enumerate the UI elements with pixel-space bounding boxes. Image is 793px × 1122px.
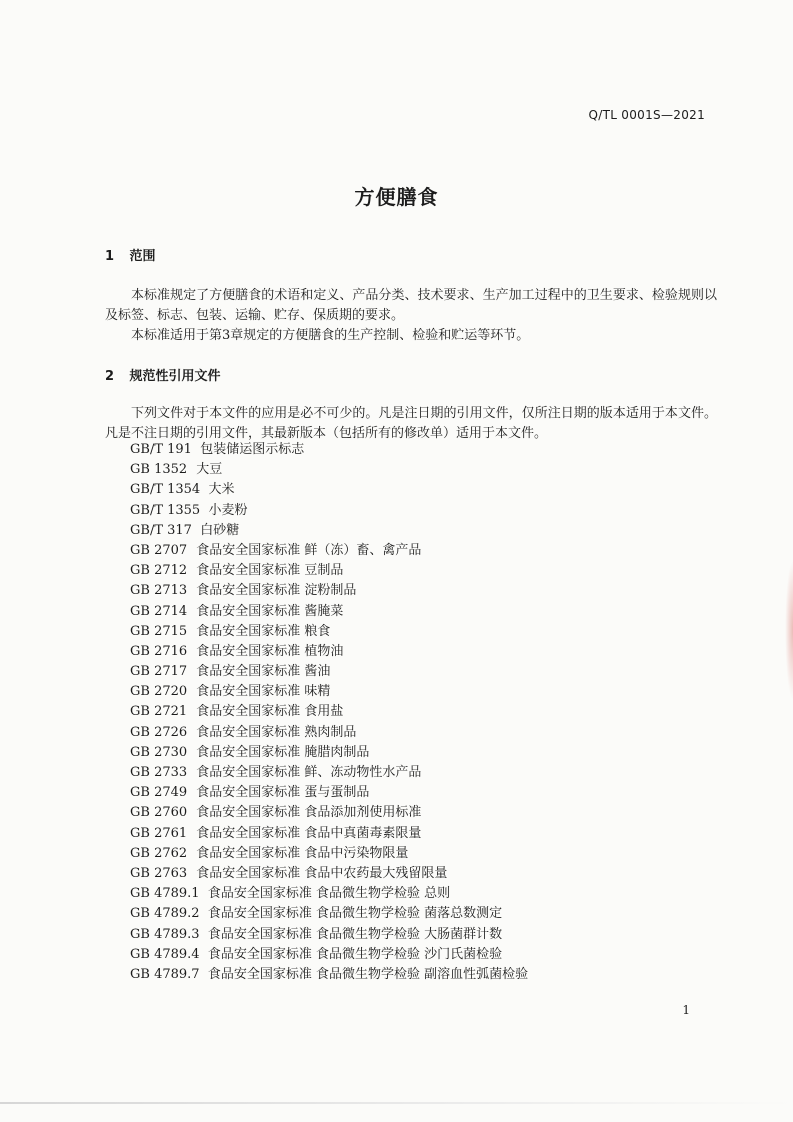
reference-title: 白砂糖 [200, 522, 240, 538]
reference-item [130, 682, 528, 702]
reference-code: GB 2749 [130, 785, 188, 801]
reference-title: 食品安全国家标准 熟肉制品 [196, 724, 357, 740]
reference-item [130, 561, 528, 581]
reference-code: GB 2763 [130, 865, 188, 881]
reference-title: 食品安全国家标准 豆制品 [196, 563, 344, 579]
reference-title: 食品安全国家标准 食品微生物学检验 副溶血性弧菌检验 [207, 966, 529, 982]
scope-paragraph-2: 本标准适用于第3章规定的方便膳食的生产控制、检验和贮运等环节。 [131, 328, 530, 343]
reference-code: GB/T 1355 [130, 502, 201, 518]
reference-title: 食品安全国家标准 味精 [196, 684, 331, 700]
references-intro-paragraph: 下列文件对于本文件的应用是必不可少的。凡是注日期的引用文件，仅所注日期的版本适用于本文件。凡是不注日期的引用文件，其最新版本（包括所有的修改单）适用于本文件。 [105, 406, 717, 441]
reference-code: GB 2760 [130, 805, 188, 821]
red-stamp-edge [785, 560, 793, 700]
reference-item [130, 743, 528, 763]
reference-code: GB/T 1354 [130, 482, 201, 498]
section-heading-normative-references [105, 365, 221, 384]
reference-item [130, 440, 528, 460]
reference-title: 小麦粉 [208, 502, 248, 518]
reference-title: 食品安全国家标准 食品微生物学检验 菌落总数测定 [207, 906, 503, 922]
reference-code: GB 2733 [130, 765, 188, 780]
reference-title: 食品安全国家标准 腌腊肉制品 [196, 744, 370, 760]
section-number: 1 [105, 249, 115, 264]
reference-item [130, 763, 528, 783]
reference-title: 大豆 [196, 462, 223, 478]
reference-code: GB 2713 [130, 583, 188, 599]
reference-title: 包装储运图示标志 [200, 442, 305, 457]
section-number: 2 [105, 369, 115, 384]
reference-item [130, 662, 528, 682]
reference-code: GB 2715 [130, 623, 188, 639]
reference-code: GB 2726 [130, 724, 188, 740]
reference-title: 食品安全国家标准 蛋与蛋制品 [196, 785, 370, 801]
reference-code: GB/T 317 [130, 522, 192, 538]
reference-title: 食品安全国家标准 食品微生物学检验 大肠菌群计数 [207, 926, 503, 942]
document-number: Q/TL 0001S—2021 [588, 108, 705, 122]
reference-title: 食品安全国家标准 淀粉制品 [196, 583, 357, 599]
reference-item [130, 702, 528, 722]
section-title: 范围 [129, 249, 156, 264]
reference-code: GB 2717 [130, 664, 188, 680]
reference-title: 食品安全国家标准 食品中真菌毒素限量 [196, 825, 422, 841]
reference-item [130, 945, 528, 965]
reference-code: GB 4789.7 [130, 966, 200, 982]
reference-item [130, 864, 528, 884]
reference-code: GB 2712 [130, 563, 188, 579]
reference-item [130, 824, 528, 844]
reference-title: 食品安全国家标准 鲜、冻动物性水产品 [196, 765, 422, 780]
reference-title: 食品安全国家标准 食品微生物学检验 总则 [207, 886, 451, 902]
reference-item [130, 925, 528, 945]
reference-code: GB 4789.2 [130, 906, 200, 922]
reference-item [130, 521, 528, 541]
reference-code: GB/T 191 [130, 442, 192, 457]
reference-item [130, 803, 528, 823]
reference-item [130, 581, 528, 601]
reference-title: 食品安全国家标准 鲜（冻）畜、禽产品 [196, 542, 422, 558]
reference-code: GB 4789.1 [130, 886, 200, 902]
reference-title: 食品安全国家标准 粮食 [196, 623, 331, 639]
reference-item [130, 480, 528, 500]
reference-title: 食品安全国家标准 食品中污染物限量 [196, 845, 409, 861]
reference-code: GB 4789.3 [130, 926, 200, 942]
reference-title: 食品安全国家标准 食品添加剂使用标准 [196, 805, 422, 821]
reference-item [130, 783, 528, 803]
reference-code: GB 2721 [130, 704, 188, 720]
reference-title: 食品安全国家标准 食品中农药最大残留限量 [196, 865, 448, 881]
scope-paragraph-1: 本标准规定了方便膳食的术语和定义、产品分类、技术要求、生产加工过程中的卫生要求、检验规则以及标签、标志、包装、运输、贮存、保质期的要求。 [105, 288, 717, 323]
reference-item [130, 642, 528, 662]
reference-item [130, 904, 528, 924]
reference-title: 大米 [208, 482, 235, 498]
reference-code: GB 1352 [130, 462, 188, 478]
reference-code: GB 4789.4 [130, 946, 200, 962]
reference-title: 食品安全国家标准 酱油 [196, 664, 331, 680]
reference-item [130, 541, 528, 561]
reference-item [130, 844, 528, 864]
reference-item [130, 723, 528, 743]
reference-code: GB 2720 [130, 684, 188, 700]
reference-title: 食品安全国家标准 食品微生物学检验 沙门氏菌检验 [207, 946, 503, 962]
reference-title: 食品安全国家标准 食用盐 [196, 704, 344, 720]
reference-code: GB 2707 [130, 542, 188, 558]
reference-item [130, 460, 528, 480]
reference-title: 食品安全国家标准 植物油 [196, 643, 344, 659]
reference-title: 食品安全国家标准 酱腌菜 [196, 603, 344, 619]
reference-item [130, 884, 528, 904]
reference-code: GB 2716 [130, 643, 188, 659]
reference-code: GB 2761 [130, 825, 188, 841]
reference-list [130, 440, 528, 985]
reference-code: GB 2730 [130, 744, 188, 760]
document-title: 方便膳食 [354, 185, 439, 209]
reference-item [130, 622, 528, 642]
page-number: 1 [682, 1003, 690, 1017]
section-heading-scope [105, 245, 156, 264]
scan-edge-line [0, 1102, 793, 1104]
reference-item [130, 602, 528, 622]
reference-item [130, 965, 528, 985]
reference-code: GB 2714 [130, 603, 188, 619]
reference-code: GB 2762 [130, 845, 188, 861]
section-title: 规范性引用文件 [129, 369, 221, 384]
reference-item [130, 501, 528, 521]
